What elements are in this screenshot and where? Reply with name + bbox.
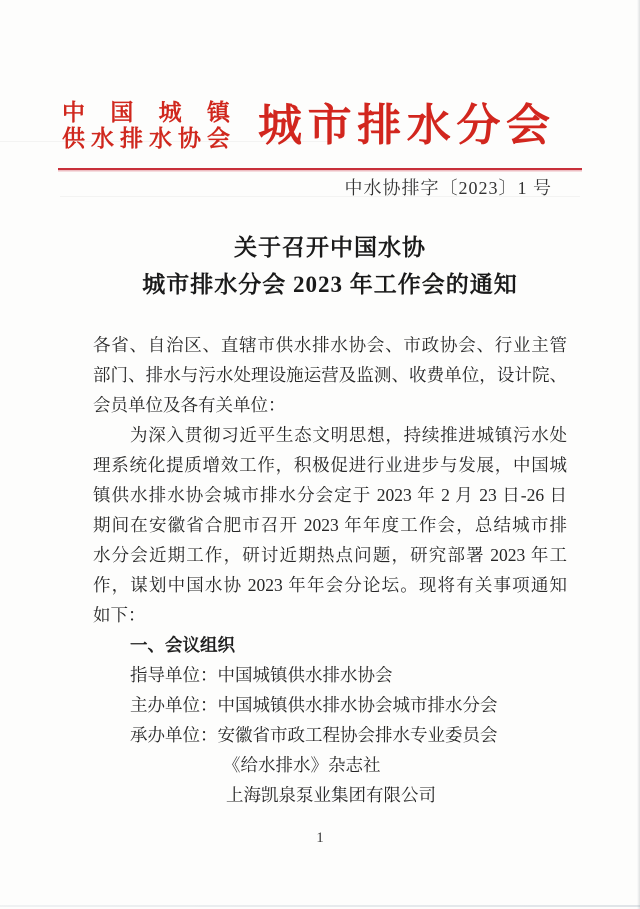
body-line: 《给水排水》杂志社 bbox=[223, 755, 381, 775]
body-line: 承办单位：安徽省市政工程协会排水专业委员会 bbox=[130, 725, 498, 745]
body-line: 主办单位：中国城镇供水排水协会城市排水分会 bbox=[130, 695, 498, 715]
org-name-line-2: 供水排水协会 bbox=[62, 126, 230, 151]
body-line: 作，谋划中国水协 2023 年年会分论坛。现将有关事项通知 bbox=[93, 575, 567, 595]
branch-name: 城市排水分会 bbox=[258, 101, 550, 150]
letterhead bbox=[62, 100, 640, 152]
body-line: 如下： bbox=[93, 605, 146, 625]
red-divider-line bbox=[58, 168, 582, 170]
page-number: 1 bbox=[316, 830, 324, 846]
body-line: 理系统化提质增效工作，积极促进行业进步与发展，中国城 bbox=[93, 455, 567, 475]
org-name-line-1: 中国城镇 bbox=[62, 100, 230, 125]
scan-edge-shadow-bottom bbox=[0, 905, 640, 907]
document-body bbox=[93, 330, 567, 810]
body-line: 期间在安徽省合肥市召开 2023 年年度工作会，总结城市排 bbox=[93, 515, 567, 535]
body-line: 部门、排水与污水处理设施运营及监测、收费单位，设计院、 bbox=[93, 365, 567, 385]
title-line-1: 关于召开中国水协 bbox=[234, 235, 426, 260]
body-line: 上海凯泉泵业集团有限公司 bbox=[226, 785, 436, 805]
section-heading: 一、会议组织 bbox=[130, 635, 235, 655]
org-name-block bbox=[62, 100, 230, 152]
body-line: 各省、自治区、直辖市供水排水协会、市政协会、行业主管 bbox=[93, 335, 567, 355]
body-line: 为深入贯彻习近平生态文明思想，持续推进城镇污水处 bbox=[130, 425, 567, 445]
document-number: 中水协排字〔2023〕1 号 bbox=[344, 178, 552, 198]
scan-artifact-streak bbox=[0, 141, 330, 142]
notice-title bbox=[0, 229, 640, 303]
body-line: 镇供水排水协会城市排水分会定于 2023 年 2 月 23 日-26 日 bbox=[93, 485, 567, 505]
body-line: 指导单位：中国城镇供水排水协会 bbox=[130, 665, 393, 685]
scan-artifact-streak bbox=[60, 196, 580, 197]
title-line-2: 城市排水分会 2023 年工作会的通知 bbox=[142, 272, 518, 297]
body-line: 水分会近期工作，研讨近期热点问题，研究部署 2023 年工 bbox=[93, 545, 567, 565]
body-line: 会员单位及各有关单位： bbox=[93, 395, 286, 415]
